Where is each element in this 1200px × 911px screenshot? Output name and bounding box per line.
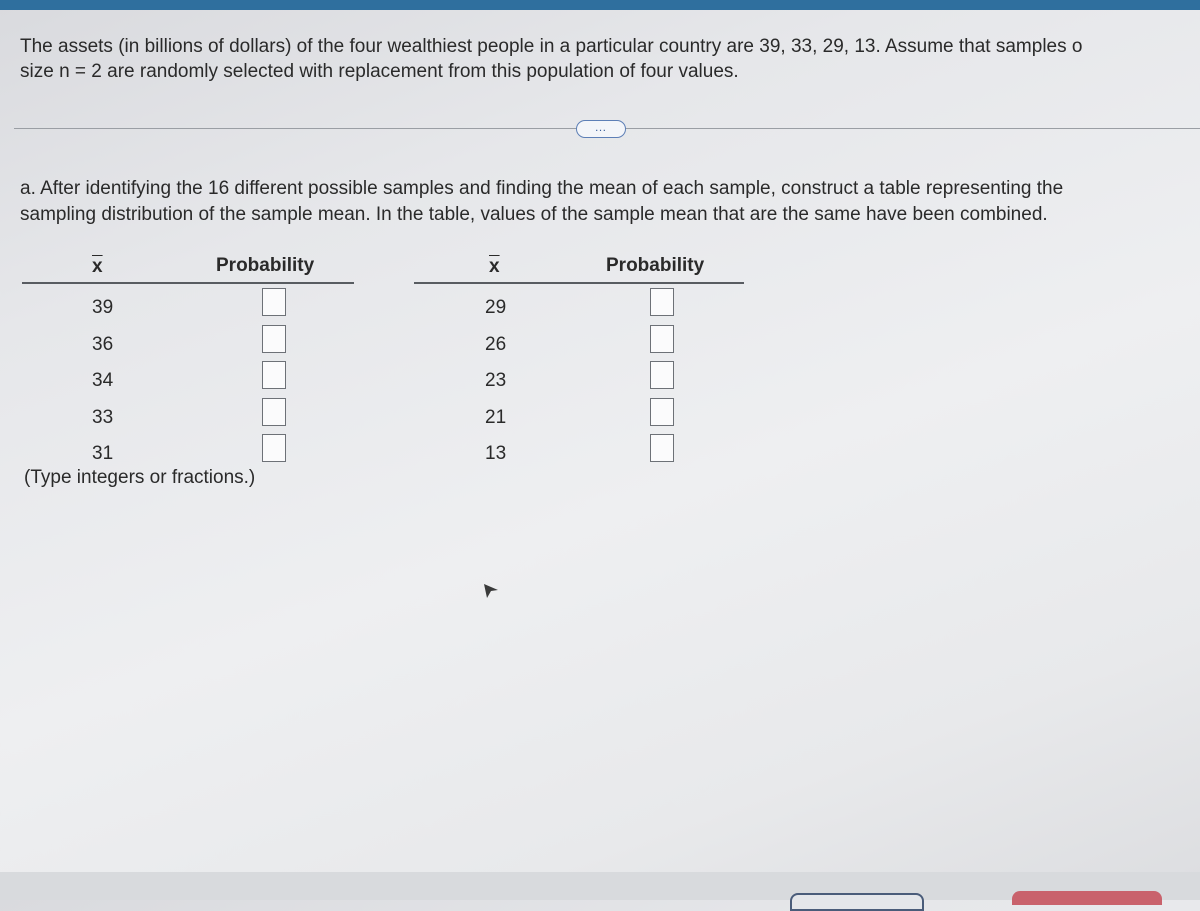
bottom-action-button[interactable] bbox=[1012, 891, 1162, 905]
probability-input[interactable] bbox=[650, 288, 674, 316]
table-row bbox=[414, 325, 744, 362]
probability-input[interactable] bbox=[650, 434, 674, 462]
table-header bbox=[414, 252, 744, 284]
distribution-table-left bbox=[22, 252, 354, 471]
expand-more-button[interactable]: … bbox=[576, 120, 626, 138]
probability-input[interactable] bbox=[650, 361, 674, 389]
table-row bbox=[414, 434, 744, 471]
problem-line-2: size n = 2 are randomly selected with replacement from this population of four values. bbox=[20, 61, 739, 82]
table-row bbox=[22, 434, 354, 471]
problem-statement bbox=[20, 34, 1200, 84]
distribution-table-right bbox=[414, 252, 744, 471]
table-row bbox=[414, 398, 744, 435]
probability-input[interactable] bbox=[262, 361, 286, 389]
mouse-cursor-icon bbox=[482, 580, 500, 600]
column-header-probability: Probability bbox=[216, 255, 315, 276]
x-bar-value: 33 bbox=[92, 406, 114, 428]
probability-input[interactable] bbox=[650, 325, 674, 353]
x-bar-value: 31 bbox=[92, 443, 114, 464]
table-row bbox=[22, 398, 354, 435]
part-a-line-2: sampling distribution of the sample mean. In the table, values of the sample mean that are the same have been combined. bbox=[20, 204, 1048, 225]
bottom-nav-button[interactable] bbox=[790, 893, 924, 911]
top-accent-strip bbox=[0, 0, 1200, 10]
input-format-note: (Type integers or fractions.) bbox=[24, 467, 256, 488]
table-row bbox=[414, 288, 744, 325]
column-header-x-bar: $\overline{x}$ bbox=[489, 256, 500, 277]
column-header-x-bar: $\overline{x}$ bbox=[92, 256, 103, 277]
x-bar-value: 23 bbox=[485, 370, 507, 391]
table-row bbox=[22, 288, 354, 325]
probability-input[interactable] bbox=[262, 398, 286, 426]
x-bar-value: 39 bbox=[92, 297, 114, 318]
table-row bbox=[22, 361, 354, 398]
table-header bbox=[22, 252, 354, 284]
x-bar-value: 36 bbox=[92, 333, 114, 355]
column-header-probability: Probability bbox=[606, 255, 705, 276]
table-row bbox=[414, 361, 744, 398]
x-bar-value: 26 bbox=[485, 333, 507, 355]
x-bar-value: 13 bbox=[485, 443, 507, 464]
x-bar-value: 34 bbox=[92, 370, 114, 391]
part-a-instructions bbox=[20, 176, 1195, 228]
table-row bbox=[22, 325, 354, 362]
problem-line-1: The assets (in billions of dollars) of the four wealthiest people in a particular country are 39, 33, 29, 13. Assume that samples o bbox=[20, 36, 1083, 57]
probability-input[interactable] bbox=[262, 288, 286, 316]
part-a-line-1: a. After identifying the 16 different possible samples and finding the mean of each sample, construct a table representing the bbox=[20, 178, 1064, 199]
probability-input[interactable] bbox=[262, 434, 286, 462]
probability-input[interactable] bbox=[262, 325, 286, 353]
x-bar-value: 21 bbox=[485, 406, 507, 428]
x-bar-value: 29 bbox=[485, 297, 507, 318]
probability-input[interactable] bbox=[650, 398, 674, 426]
